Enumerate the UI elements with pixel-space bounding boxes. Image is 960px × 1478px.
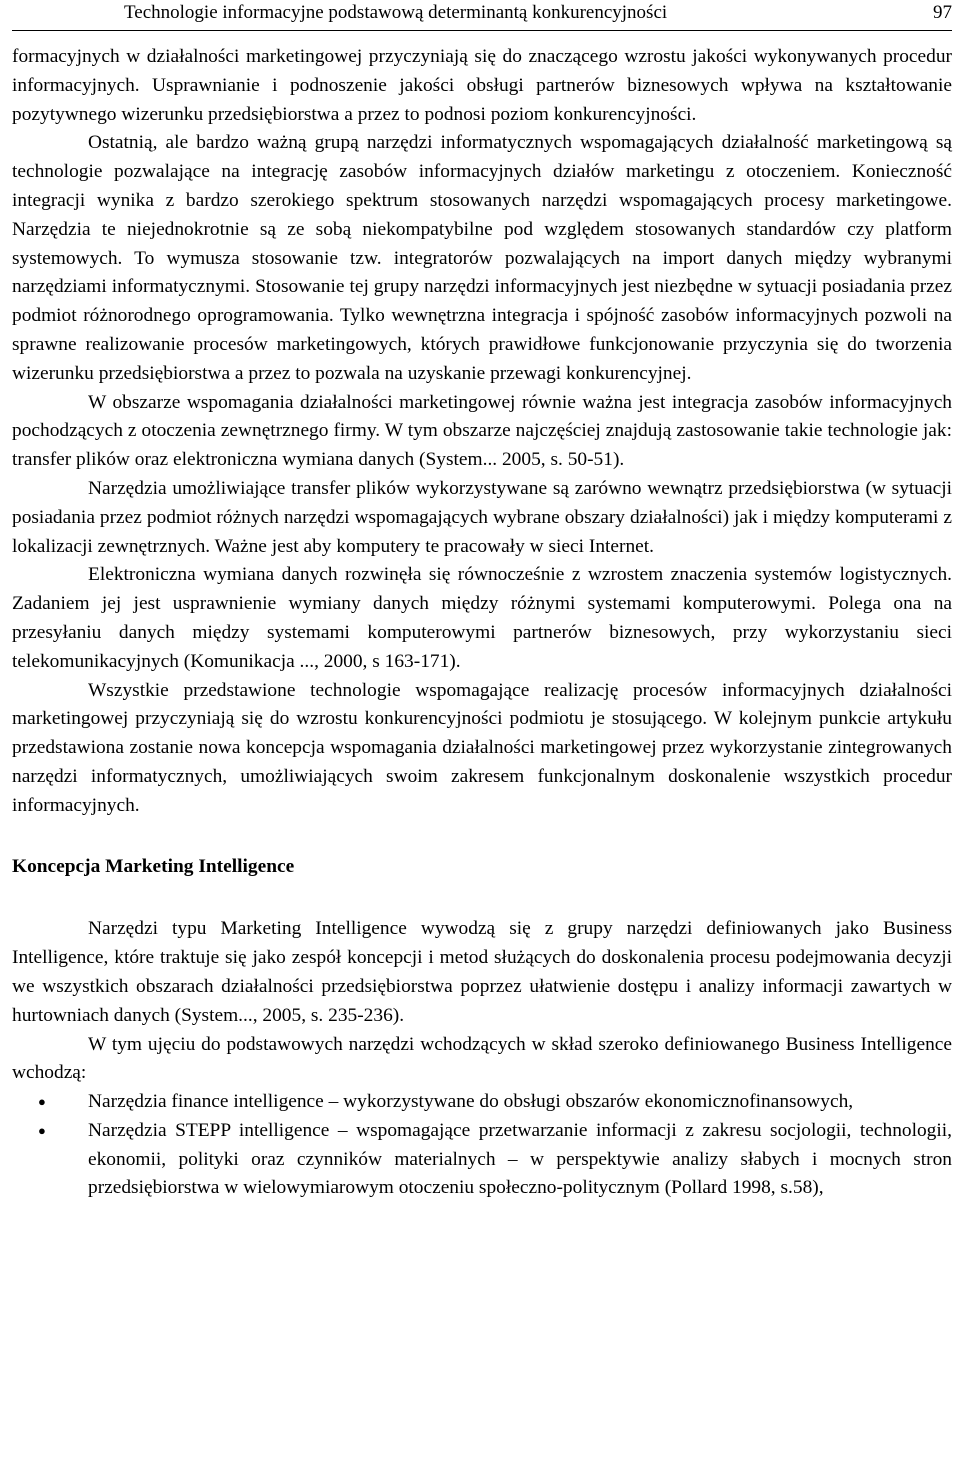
list-item: ● Narzędzia finance intelligence – wykorzystywane do obsługi obszarów ekonomicznofinansowych, — [88, 1088, 952, 1117]
paragraph: Narzędzi typu Marketing Intelligence wywodzą się z grupy narzędzi definiowanych jako Business Intelligence, które traktuje się jako zespół koncepcji i metod służących do doskonalenia procesu podejmowania decyzji we wszystkich obszarach działalności przedsiębiorstwa poprzez ułatwienie dostępu i analizy informacji zawartych w hurtowniach danych (System..., 2005, s. 235-236). — [12, 918, 952, 1026]
body-text — [12, 43, 952, 1203]
running-header — [12, 0, 952, 31]
header-title: Technologie informacyjne podstawową determinantą konkurencyjności — [124, 2, 668, 23]
list-item: ● Narzędzia STEPP intelligence – wspomagające przetwarzanie informacji z zakresu socjologii, technologii, ekonomii, polityki oraz czynników materialnych – w perspektywie analizy słabych i mocnych stron przedsiębiorstwa w wielowymiarowym otoczeniu społeczno-politycznym (Pollard 1998, s.58), — [88, 1117, 952, 1203]
paragraph: Ostatnią, ale bardzo ważną grupą narzędzi informatycznych wspomagających działalność marketingową są technologie pozwalające na integrację zasobów informacyjnych działów marketingu z otoczeniem. Konieczność integracji wynika z bardzo szerokiego spektrum stosowanych narzędzi wspomagających procesy marketingowe. Narzędzia te niejednokrotnie są ze sobą niekompatybilne pod względem stosowanych standardów czy platform systemowych. To wymusza stosowanie tzw. integratorów pozwalających na import danych między wybranymi narzędziami informatycznymi. Stosowanie tej grupy narzędzi informacyjnych jest niezbędne w sytuacji posiadania przez podmiot różnorodnego oprogramowania. Tylko wewnętrzna integracja i spójność zasobów informacyjnych pozwoli na sprawne realizowanie procesów marketingowych, których prawidłowe funkcjonowanie przyczynia się do tworzenia wizerunku przedsiębiorstwa a przez to pozwala na uzyskanie przewagi konkurencyjnej. — [12, 132, 952, 384]
bullet-list — [12, 1088, 952, 1203]
page-number: 97 — [933, 2, 952, 23]
paragraph: Elektroniczna wymiana danych rozwinęła się równocześnie z wzrostem znaczenia systemów logistycznych. Zadaniem jej jest usprawnienie wymiany danych między różnymi systemami komputerowymi. Polega ona na przesyłaniu danych między systemami komputerowymi partnerów biznesowych, przy wykorzystaniu sieci telekomunikacyjnych (Komunikacja ..., 2000, s 163-171). — [12, 564, 952, 672]
paragraph: Narzędzia umożliwiające transfer plików wykorzystywane są zarówno wewnątrz przedsiębiorstwa (w sytuacji posiadania przez podmiot różnych narzędzi wspomagających wybrane obszary działalności) jak i między komputerami z lokalizacji zewnętrznych. Ważne jest aby komputery te pracowały w sieci Internet. — [12, 477, 952, 557]
document-page — [12, 0, 952, 1203]
section-heading: Koncepcja Marketing Intelligence — [12, 855, 295, 877]
paragraph: Wszystkie przedstawione technologie wspomagające realizację procesów informacyjnych działalności marketingowej przyczyniają się do wzrostu konkurencyjności podmiotu je stosującego. W kolejnym punkcie artykułu przedstawiona zostanie nowa koncepcja wspomagania działalności marketingowej przez wykorzystanie zintegrowanych narzędzi informatycznych, umożliwiających swoim zakresem funkcjonalnym doskonalenie wszystkich procedur informacyjnych. — [12, 679, 952, 816]
paragraph: W tym ujęciu do podstawowych narzędzi wchodzących w skład szeroko definiowanego Business Intelligence wchodzą: — [12, 1033, 952, 1084]
paragraph: W obszarze wspomagania działalności marketingowej równie ważna jest integracja zasobów informacyjnych pochodzących z otoczenia zewnętrznego firmy. W tym obszarze najczęściej znajdują zastosowanie takie technologie jak: transfer plików oraz elektroniczna wymiana danych (System... 2005, s. 50-51). — [12, 391, 952, 471]
paragraph-continued: formacyjnych w działalności marketingowej przyczyniają się do znaczącego wzrostu jakości wykonywanych procedur informacyjnych. Usprawnianie i podnoszenie jakości obsługi partnerów biznesowych wpływa na kształtowanie pozytywnego wizerunku przedsiębiorstwa a przez to podnosi poziom konkurencyjności. — [12, 46, 952, 125]
